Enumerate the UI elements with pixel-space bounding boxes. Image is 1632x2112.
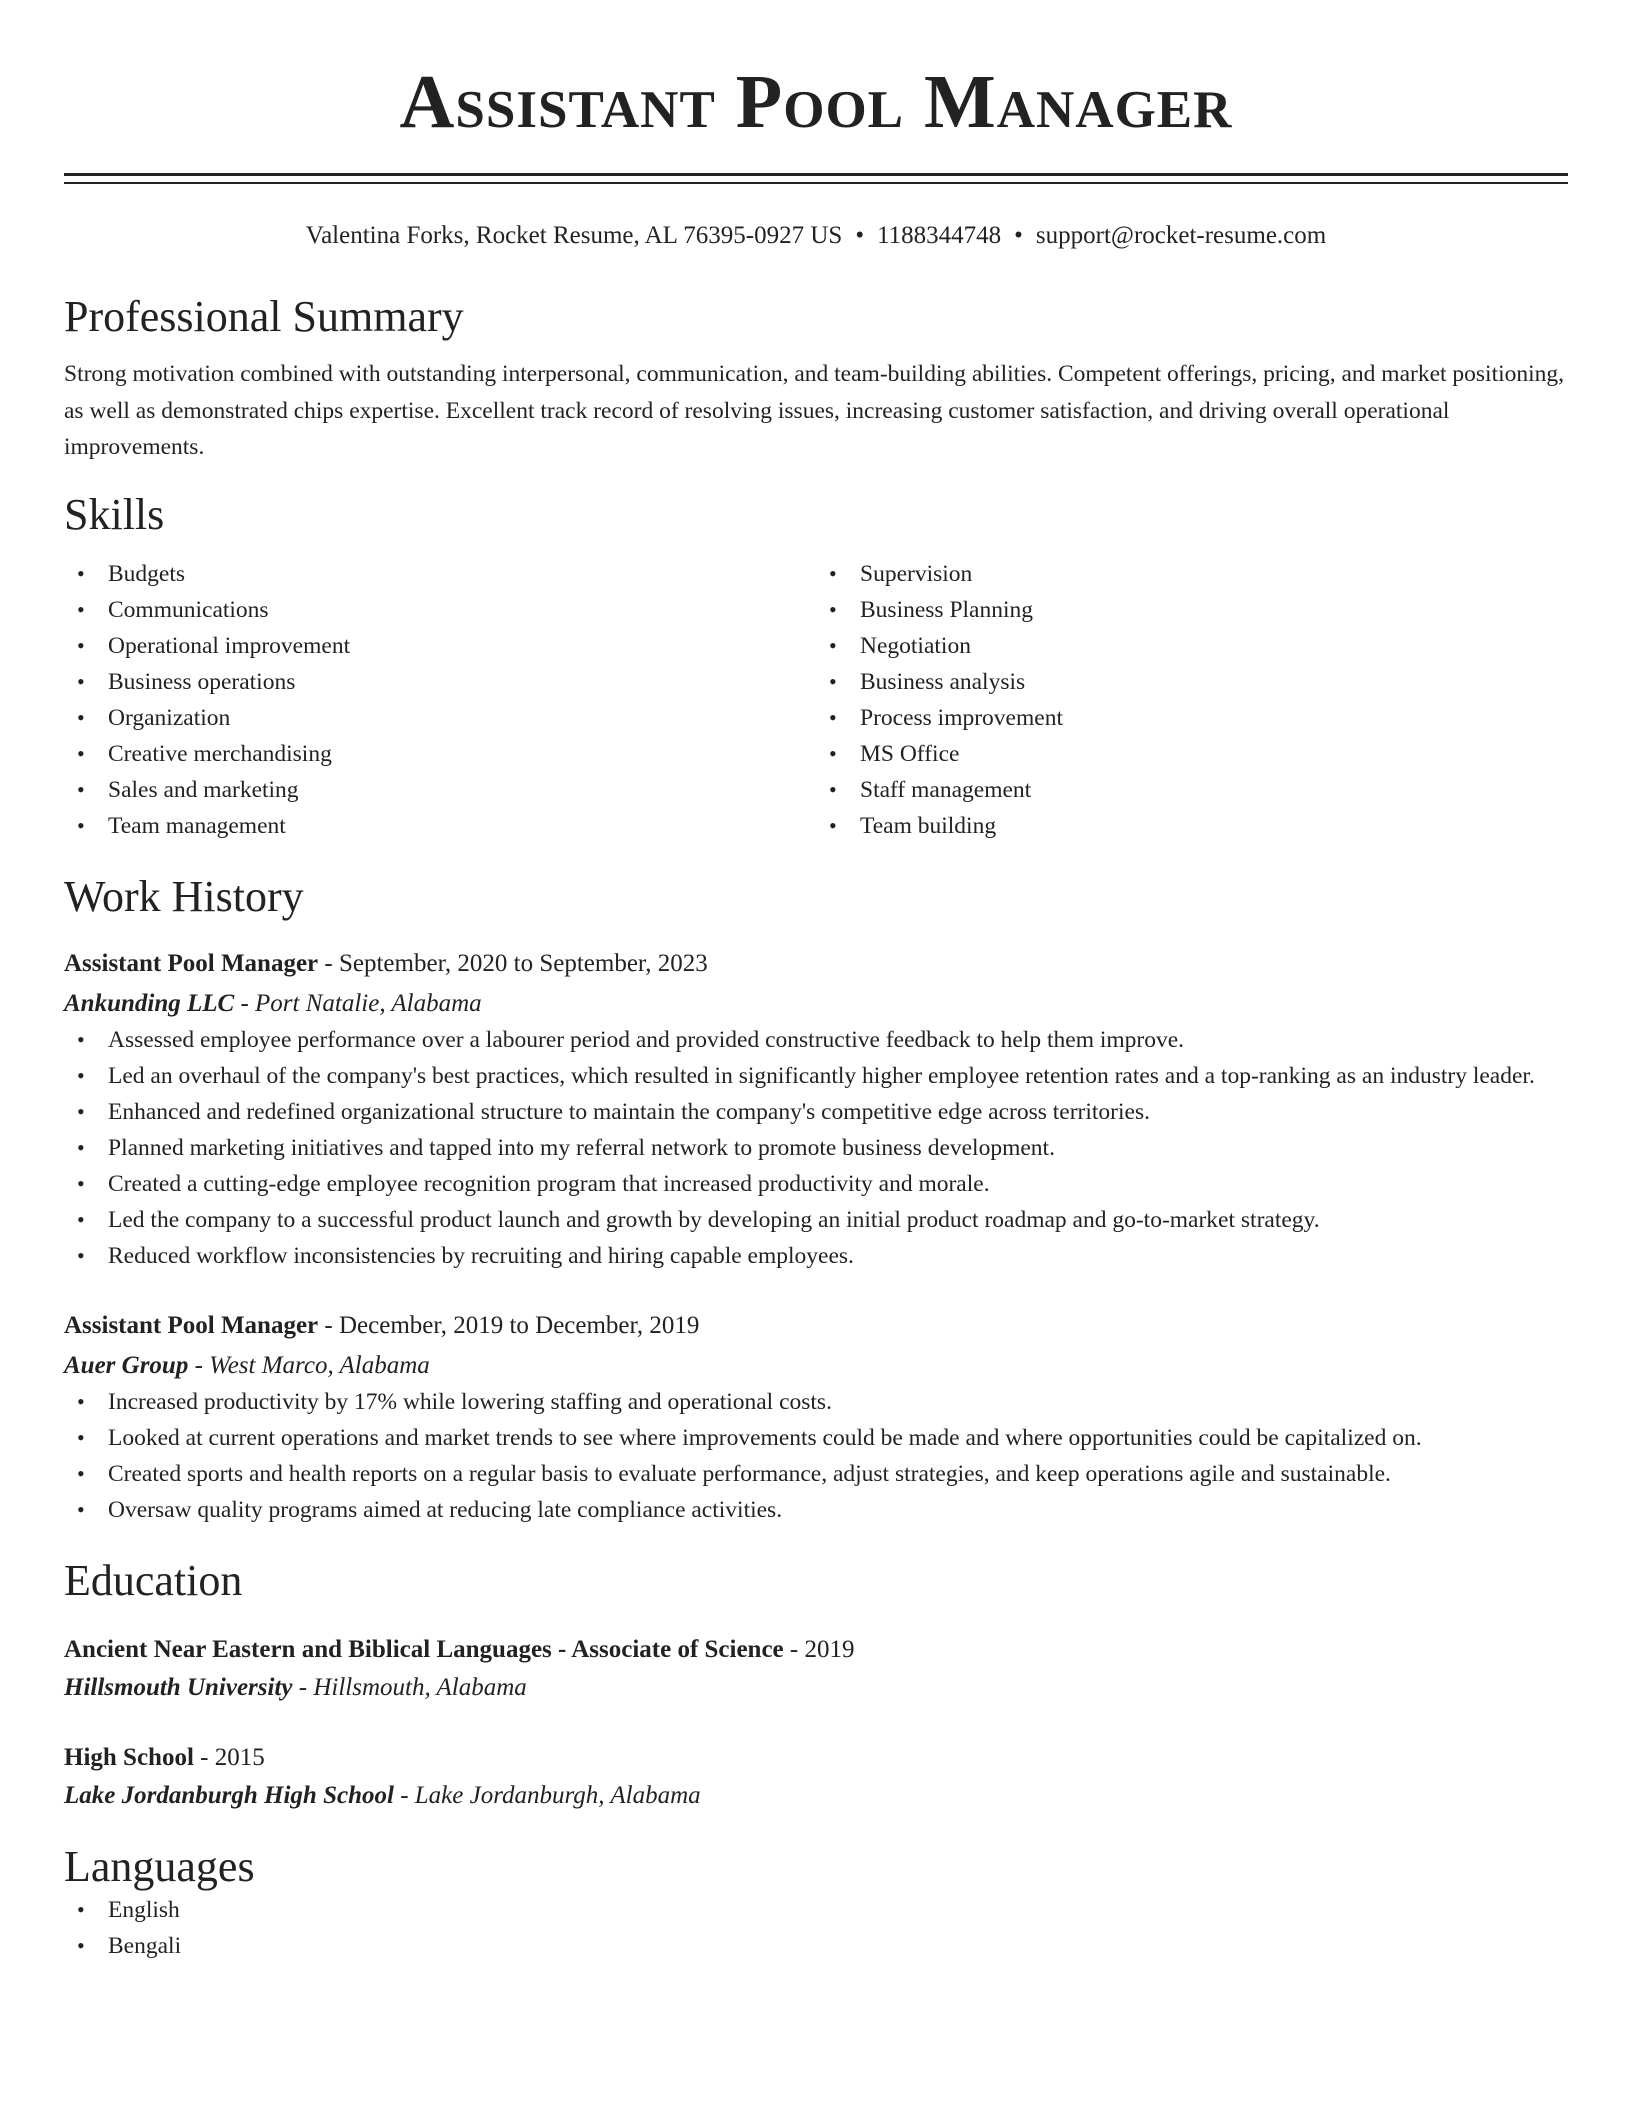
job-dates: September, 2020 to September, 2023 <box>338 949 708 977</box>
language-item: • Bengali <box>64 1928 1568 1964</box>
job-bullets <box>64 1022 1568 1274</box>
education-degree-line: Ancient Near Eastern and Biblical Languages - Associate of Science - 2019 <box>64 1635 855 1663</box>
job-dates: December, 2019 to December, 2019 <box>338 1311 700 1339</box>
skills-columns <box>64 556 1568 844</box>
skill-item: • Business analysis <box>816 664 1568 700</box>
contact-line <box>64 220 1568 252</box>
job-company-line: Ankunding LLC - Port Natalie, Alabama <box>64 989 482 1017</box>
education-year: 2019 <box>804 1635 855 1663</box>
skill-item: • Team building <box>816 808 1568 844</box>
education-school-line: Lake Jordanburgh High School - Lake Jordanburgh, Alabama <box>64 1781 701 1809</box>
education-school: Lake Jordanburgh High School <box>64 1781 394 1809</box>
title-divider-thick <box>64 173 1568 176</box>
job-bullet: • Led the company to a successful product launch and growth by developing an initial product roadmap and go-to-market strategy. <box>64 1202 1568 1238</box>
job-company: Auer Group <box>64 1351 189 1379</box>
languages-list <box>64 1892 1568 1964</box>
job-bullet: • Led an overhaul of the company's best practices, which resulted in significantly higher employee retention rates and a top-ranking as an industry leader. <box>64 1058 1568 1094</box>
education-location: Lake Jordanburgh, Alabama <box>414 1781 701 1809</box>
skill-item: • Creative merchandising <box>64 736 816 772</box>
job-location: West Marco, Alabama <box>209 1351 430 1379</box>
job-entry <box>64 1308 1568 1528</box>
resume-title: Assistant Pool Manager <box>399 60 1233 144</box>
skill-item: • Operational improvement <box>64 628 816 664</box>
job-title: Assistant Pool Manager <box>64 1311 319 1339</box>
job-bullet: • Increased productivity by 17% while lowering staffing and operational costs. <box>64 1384 1568 1420</box>
skill-item: • Process improvement <box>816 700 1568 736</box>
education-school: Hillsmouth University <box>64 1673 293 1701</box>
skill-item: • Business Planning <box>816 592 1568 628</box>
languages-heading: Languages <box>64 1841 255 1891</box>
skill-item: • Organization <box>64 700 816 736</box>
skills-list-left <box>64 556 816 844</box>
job-title-line: Assistant Pool Manager - December, 2019 to December, 2019 <box>64 1311 700 1339</box>
education-entry <box>64 1632 1568 1706</box>
education-degree-line: High School - 2015 <box>64 1743 265 1771</box>
job-bullet: • Assessed employee performance over a labourer period and provided constructive feedback to help them improve. <box>64 1022 1568 1058</box>
job-location: Port Natalie, Alabama <box>255 989 482 1017</box>
contact-email[interactable]: support@rocket-resume.com <box>1035 222 1327 249</box>
job-bullet: • Enhanced and redefined organizational structure to maintain the company's competitive edge across territories. <box>64 1094 1568 1130</box>
skill-item: • Negotiation <box>816 628 1568 664</box>
job-bullets <box>64 1384 1568 1528</box>
education-degree: High School <box>64 1743 194 1771</box>
job-bullet: • Created a cutting-edge employee recognition program that increased productivity and morale. <box>64 1166 1568 1202</box>
job-bullet: • Created sports and health reports on a regular basis to evaluate performance, adjust strategies, and keep operations agile and sustainable. <box>64 1456 1568 1492</box>
skill-item: • Communications <box>64 592 816 628</box>
skill-item: • Staff management <box>816 772 1568 808</box>
job-company-line: Auer Group - West Marco, Alabama <box>64 1351 430 1379</box>
education-entry <box>64 1740 1568 1814</box>
education-school-line: Hillsmouth University - Hillsmouth, Alabama <box>64 1673 527 1701</box>
skill-item: • Business operations <box>64 664 816 700</box>
job-bullet: • Reduced workflow inconsistencies by recruiting and hiring capable employees. <box>64 1238 1568 1274</box>
work-history-heading: Work History <box>64 871 304 921</box>
job-entry <box>64 946 1568 1274</box>
job-title-line: Assistant Pool Manager - September, 2020 to September, 2023 <box>64 949 708 977</box>
contact-phone: 1188344748 <box>877 222 1002 249</box>
job-company: Ankunding LLC <box>64 989 235 1017</box>
skills-heading: Skills <box>64 489 165 539</box>
job-bullet: • Planned marketing initiatives and tapped into my referral network to promote business development. <box>64 1130 1568 1166</box>
contact-address: Valentina Forks, Rocket Resume, AL 76395-0927 US <box>305 222 843 249</box>
title-divider-thin <box>64 182 1568 184</box>
job-bullet: • Oversaw quality programs aimed at reducing late compliance activities. <box>64 1492 1568 1528</box>
skill-item: • Supervision <box>816 556 1568 592</box>
education-location: Hillsmouth, Alabama <box>313 1673 527 1701</box>
skill-item: • Team management <box>64 808 816 844</box>
contact-separator: • <box>855 222 865 249</box>
skill-item: • Budgets <box>64 556 816 592</box>
education-heading: Education <box>64 1555 243 1605</box>
summary-heading: Professional Summary <box>64 292 464 341</box>
job-bullet: • Looked at current operations and market trends to see where improvements could be made and where opportunities could be capitalized on. <box>64 1420 1568 1456</box>
skills-list-right <box>816 556 1568 844</box>
contact-separator: • <box>1014 222 1023 249</box>
skill-item: • Sales and marketing <box>64 772 816 808</box>
job-title: Assistant Pool Manager <box>64 949 319 977</box>
education-year: 2015 <box>214 1743 265 1771</box>
skill-item: • MS Office <box>816 736 1568 772</box>
summary-text: Strong motivation combined with outstanding interpersonal, communication, and team-building abilities. Competent offerings, pricing, and market positioning, as well as demonstrated chips expertise. Excellent track record of resolving issues, increasing customer satisfaction, and driving overall operational improvements. <box>64 361 1565 460</box>
education-degree: Ancient Near Eastern and Biblical Languages - Associate of Science <box>64 1635 784 1663</box>
language-item: • English <box>64 1892 1568 1928</box>
